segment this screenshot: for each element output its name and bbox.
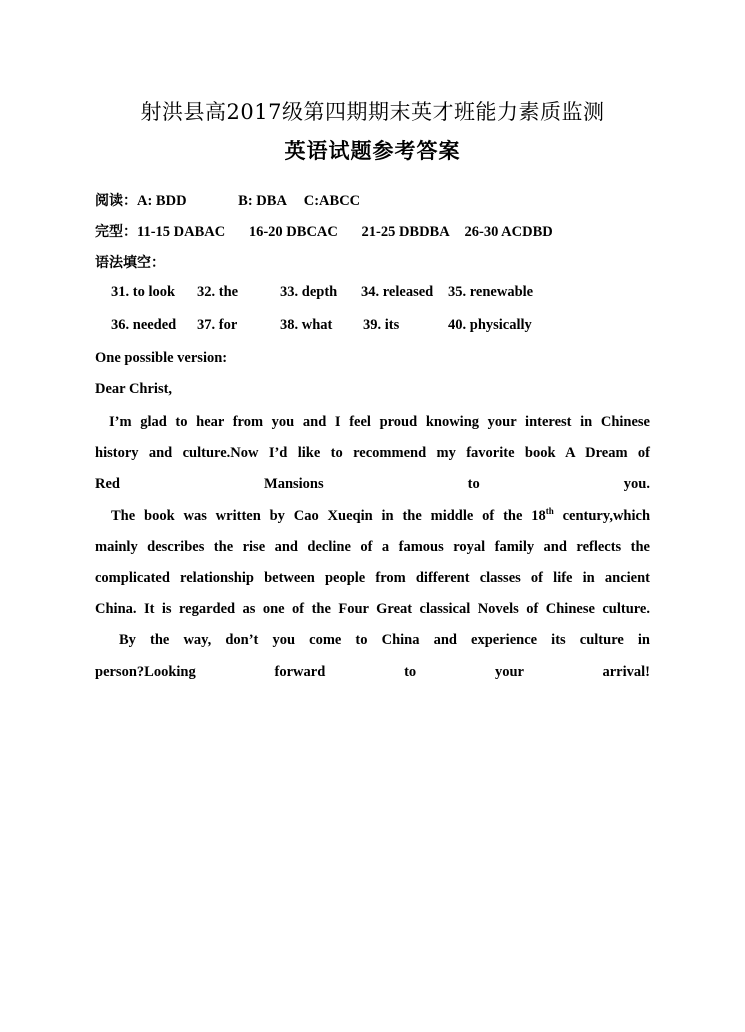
- cloze-answers: [95, 221, 553, 241]
- grammar-answer-39: 39. its: [363, 317, 400, 333]
- paragraph-1-line-1: [95, 407, 650, 438]
- cloze-group-1: 11-15 DABAC: [137, 224, 226, 240]
- grammar-answer-31: 31. to look: [111, 284, 176, 300]
- paragraph-2-line-3-text: complicated relationship between people from different classes of life in ancient: [95, 569, 650, 586]
- letter-paragraph-3: [95, 625, 650, 687]
- exam-subtitle: 英语试题参考答案: [284, 138, 461, 163]
- grammar-label: 语法填空：: [95, 255, 165, 271]
- grammar-heading: [95, 252, 165, 272]
- letter-paragraph-1: [95, 407, 650, 501]
- letter-paragraph-2: [95, 501, 650, 626]
- cloze-label: 完型：: [95, 224, 137, 240]
- grammar-answer-33: 33. depth: [280, 284, 338, 300]
- paragraph-1-line-1-text: I’m glad to hear from you and I feel proud knowing your interest in Chinese: [109, 414, 650, 430]
- grammar-answer-40: 40. physically: [448, 317, 532, 333]
- paragraph-1-line-3: [95, 469, 650, 500]
- paragraph-1-line-3-text: Red Mansions to you.: [95, 476, 650, 493]
- paragraph-3-line-2: [95, 657, 650, 688]
- paragraph-2-line-2-text: mainly describes the rise and decline of a famous royal family and reflects the: [95, 538, 650, 555]
- paragraph-2-line-4: [95, 594, 650, 625]
- writing-intro: One possible version:: [95, 350, 228, 366]
- superscript-th: th: [545, 505, 554, 516]
- paragraph-2-line-3: [95, 563, 650, 594]
- reading-answers: [95, 190, 360, 210]
- grammar-answer-32: 32. the: [197, 284, 239, 300]
- paragraph-1-line-2-text: history and culture.Now I’d like to recommend my favorite book A Dream of: [95, 445, 650, 462]
- paragraph-3-line-2-text: person?Looking forward to your arrival!: [95, 663, 650, 680]
- grammar-answer-37: 37. for: [197, 317, 238, 333]
- paragraph-3-line-1: [95, 625, 650, 656]
- paragraph-3-line-1-text: By the way, don’t you come to China and experience its culture in: [119, 632, 650, 649]
- grammar-answer-34: 34. released: [361, 284, 434, 300]
- exam-title: 射洪县高2017级第四期期末英才班能力素质监测: [140, 100, 605, 124]
- cloze-group-3: 21-25 DBDBA: [361, 224, 449, 240]
- paragraph-2-line-1-end: century,which: [553, 507, 651, 524]
- cloze-group-2: 16-20 DBCAC: [248, 224, 338, 240]
- letter-greeting: Dear Christ,: [95, 381, 173, 397]
- reading-a: A: BDD: [137, 193, 187, 209]
- reading-b: B: DBA: [238, 193, 287, 209]
- grammar-answer-35: 35. renewable: [448, 284, 534, 300]
- cloze-group-4: 26-30 ACDBD: [464, 224, 553, 240]
- paragraph-1-line-2: [95, 438, 650, 469]
- paragraph-2-line-2: [95, 532, 650, 563]
- grammar-answer-36: 36. needed: [111, 317, 177, 333]
- paragraph-2-line-1-text: The book was written by Cao Xueqin in the middle of the 18: [111, 507, 546, 524]
- reading-c: C:ABCC: [303, 193, 361, 209]
- grammar-answer-38: 38. what: [280, 317, 333, 333]
- reading-label: 阅读：: [95, 193, 137, 209]
- paragraph-2-line-4-text: China. It is regarded as one of the Four Great classical Novels of Chinese culture.: [95, 601, 650, 618]
- paragraph-2-line-1: [95, 501, 650, 532]
